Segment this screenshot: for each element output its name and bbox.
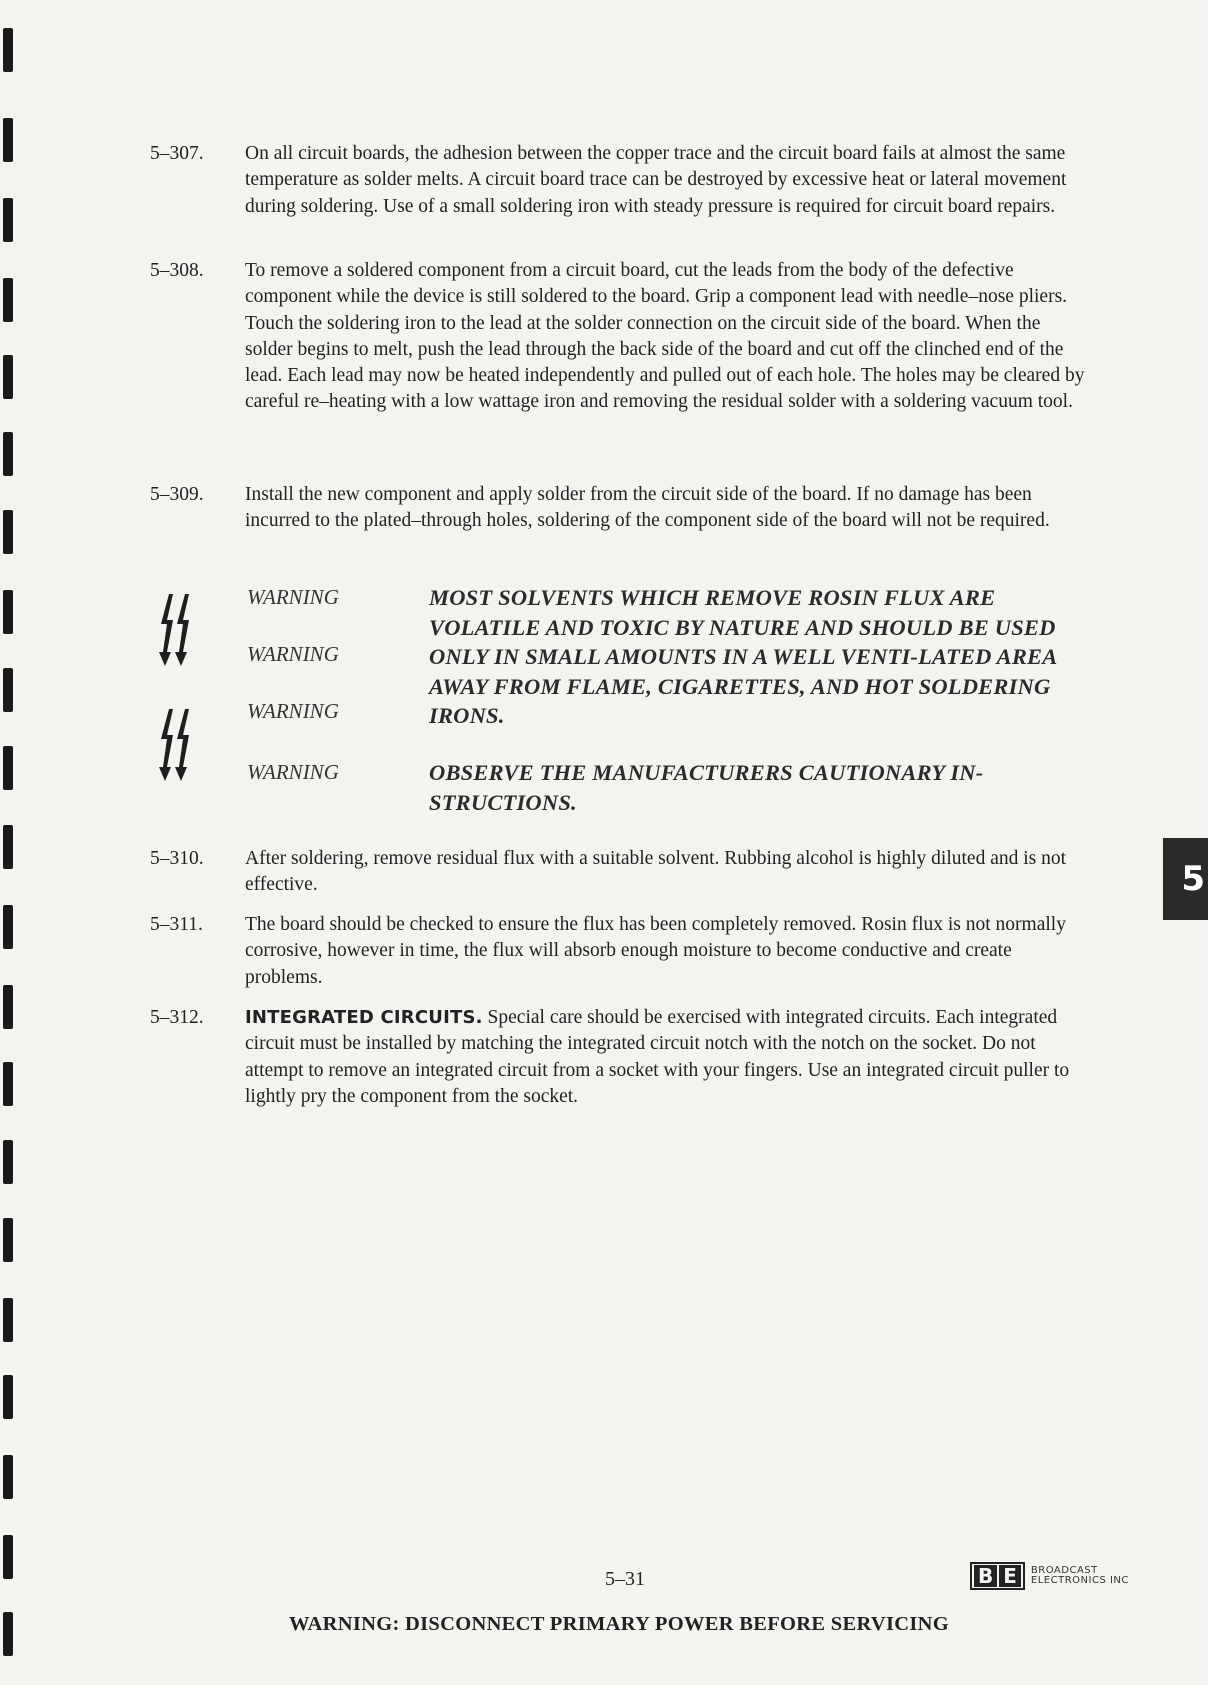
paragraph-number: 5–310.: [150, 848, 204, 869]
paragraph-body: Special care should be exercised with integrated circuits. Each integrated circuit must be installed by matching the integrated circuit notch with the notch on the socket. Do not attempt to remove an integrated circuit from a socket with your fingers. Use an integrated circuit puller to lightly pry the component from the socket.: [245, 1007, 1070, 1107]
binder-mark: [3, 28, 13, 72]
binder-mark: [3, 1375, 13, 1419]
warning-label: WARNING: [247, 642, 339, 666]
binder-mark: [3, 355, 13, 399]
binder-mark: [3, 905, 13, 949]
logo-letter: B: [974, 1565, 997, 1587]
footer-warning: WARNING: DISCONNECT PRIMARY POWER BEFORE SERVICING: [289, 1613, 949, 1635]
logo-line: BROADCAST: [1030, 1565, 1098, 1576]
binder-mark: [3, 825, 13, 869]
high-voltage-icon: [155, 590, 195, 670]
warning-label: WARNING: [247, 585, 339, 609]
binder-mark: [3, 1455, 13, 1499]
binder-mark: [3, 985, 13, 1029]
paragraph-text: The board should be checked to ensure the flux has been completely removed. Rosin flux is not normally corrosive, however in time, the flux will absorb enough moisture to become conductive and create problems.: [245, 914, 1066, 988]
binder-mark: [3, 118, 13, 162]
binder-mark: [3, 1062, 13, 1106]
logo-line: ELECTRONICS INC: [1030, 1575, 1129, 1586]
paragraph-text: [245, 1005, 1090, 1110]
broadcast-electronics-logo: [970, 1562, 1129, 1590]
binder-mark: [3, 432, 13, 476]
binder-mark: [3, 198, 13, 242]
paragraph-text: After soldering, remove residual flux with a suitable solvent. Rubbing alcohol is highly diluted and is not effective.: [245, 848, 1067, 896]
binder-mark: [3, 1218, 13, 1262]
warning-message: OBSERVE THE MANUFACTURERS CAUTIONARY IN-STRUCTIONS.: [429, 760, 984, 815]
paragraph-number: 5–308.: [150, 260, 204, 281]
paragraph-number: 5–307.: [150, 143, 204, 164]
warning-label: WARNING: [247, 760, 339, 784]
paragraph-number: 5–312.: [150, 1007, 204, 1028]
binder-mark: [3, 590, 13, 634]
warning-message: MOST SOLVENTS WHICH REMOVE ROSIN FLUX ARE VOLATILE AND TOXIC BY NATURE AND SHOULD BE USED ONLY IN SMALL AMOUNTS IN A WELL VENTI-LATED AREA AWAY FROM FLAME, CIGARETTES, AND HOT SOLDERING IRONS.: [429, 585, 1057, 728]
paragraph-text: To remove a soldered component from a circuit board, cut the leads from the body of the defective component while the device is still soldered to the board. Grip a component lead with needle–nose pliers. Touch the soldering iron to the lead at the solder connection on the circuit side of the board. When the solder begins to melt, push the lead through the back side of the board and cut off the clinched end of the lead. Each lead may now be heated independently and pulled out of each hole. The holes may be cleared by careful re–heating with a low wattage iron and removing the residual solder with a soldering vacuum tool.: [245, 260, 1085, 413]
binder-mark: [3, 278, 13, 322]
logo-text: [1031, 1566, 1129, 1586]
paragraph-text: Install the new component and apply solder from the circuit side of the board. If no damage has been incurred to the plated–through holes, soldering of the component side of the board will not be required.: [245, 484, 1050, 532]
binder-mark: [3, 510, 13, 554]
binder-mark: [3, 668, 13, 712]
paragraph-number: 5–309.: [150, 484, 204, 505]
binder-mark: [3, 1535, 13, 1579]
logo-mark: [970, 1562, 1025, 1590]
paragraph-number: 5–311.: [150, 914, 203, 935]
section-tab: 5: [1163, 838, 1208, 920]
binder-mark: [3, 1298, 13, 1342]
section-heading: INTEGRATED CIRCUITS.: [245, 1007, 483, 1028]
binder-mark: [3, 746, 13, 790]
logo-letter: E: [999, 1565, 1021, 1587]
warning-label: WARNING: [247, 699, 339, 723]
paragraph-text: On all circuit boards, the adhesion between the copper trace and the circuit board fails at almost the same temperature as solder melts. A circuit board trace can be destroyed by excessive heat or lateral movement during soldering. Use of a small soldering iron with steady pressure is required for circuit board repairs.: [245, 143, 1067, 217]
page-number: 5–31: [605, 1568, 645, 1590]
high-voltage-icon: [155, 705, 195, 785]
binder-mark: [3, 1140, 13, 1184]
